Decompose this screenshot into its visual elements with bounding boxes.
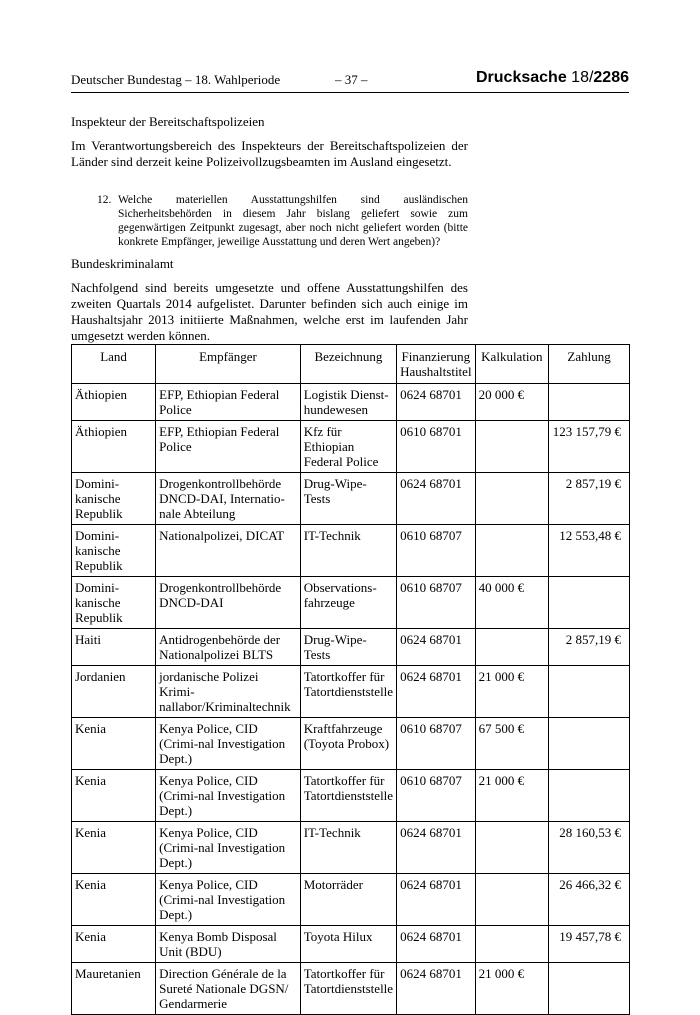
cell-zahlung: 19 457,78 € <box>549 926 630 963</box>
cell-empfaenger: Drogenkontrollbehörde DNCD-DAI, Internatio-nale Abteilung <box>156 473 301 525</box>
doc-number-bold: 2286 <box>593 69 629 86</box>
parliament-label: Deutscher Bundestag – 18. Wahlperiode <box>71 72 281 87</box>
cell-land: Jordanien <box>72 666 156 718</box>
cell-titel: 0610 68701 <box>397 421 476 473</box>
table-header-row <box>72 345 630 384</box>
table-row <box>72 666 630 718</box>
question-number: 12. <box>97 194 112 206</box>
cell-land: Domini-kanische Republik <box>72 525 156 577</box>
section2-heading: Bundeskriminalamt <box>71 256 174 271</box>
document-number <box>476 69 629 87</box>
section2-body: Nachfolgend sind bereits umgesetzte und offene Ausstattungshilfen des zweiten Quartals 2014 aufgelistet. Darunter befinden sich auch einige im Haushaltsjahr 2013 initiierte Maßnahmen, welche erst im laufenden Jahr umgesetzt werden können. <box>71 280 468 343</box>
cell-kalkulation <box>475 421 549 473</box>
cell-bezeichnung: Drug-Wipe-Tests <box>300 473 396 525</box>
cell-empfaenger: EFP, Ethiopian Federal Police <box>156 384 301 421</box>
cell-zahlung: 2 857,19 € <box>549 473 630 525</box>
cell-kalkulation <box>475 822 549 874</box>
table-row <box>72 874 630 926</box>
cell-bezeichnung: Kfz für Ethiopian Federal Police <box>300 421 396 473</box>
question <box>97 193 468 249</box>
cell-land: Mauretanien <box>72 963 156 1015</box>
col-header-bezeichnung: Bezeichnung <box>300 345 396 384</box>
doc-number-plain: 18/ <box>566 69 594 86</box>
section1-heading: Inspekteur der Bereitschaftspolizeien <box>71 114 265 129</box>
cell-zahlung: 12 553,48 € <box>549 525 630 577</box>
cell-bezeichnung: Tatortkoffer für Tatortdienststelle <box>300 666 396 718</box>
table-row <box>72 963 630 1015</box>
section1-body: Im Verantwortungsbereich des Inspekteurs der Bereitschaftspolizeien der Länder sind derzeit keine Polizeivollzugsbeamten im Ausland eingesetzt. <box>71 138 468 169</box>
cell-kalkulation: 21 000 € <box>475 770 549 822</box>
cell-kalkulation: 67 500 € <box>475 718 549 770</box>
cell-zahlung <box>549 577 630 629</box>
cell-empfaenger: Kenya Police, CID (Crimi-nal Investigation Dept.) <box>156 822 301 874</box>
cell-land: Kenia <box>72 822 156 874</box>
cell-titel: 0624 68701 <box>397 629 476 666</box>
cell-land: Domini-kanische Republik <box>72 577 156 629</box>
cell-empfaenger: jordanische Polizei Krimi-nallabor/Kriminaltechnik <box>156 666 301 718</box>
cell-zahlung: 26 466,32 € <box>549 874 630 926</box>
cell-empfaenger: Kenya Police, CID (Crimi-nal Investigation Dept.) <box>156 874 301 926</box>
cell-kalkulation <box>475 525 549 577</box>
table-row <box>72 822 630 874</box>
table-row <box>72 473 630 525</box>
table-row <box>72 926 630 963</box>
page-number: – 37 – <box>335 72 368 87</box>
table-row <box>72 577 630 629</box>
cell-bezeichnung: Tatortkoffer für Tatortdienststelle <box>300 963 396 1015</box>
cell-titel: 0624 68701 <box>397 822 476 874</box>
col-header-empfaenger: Empfänger <box>156 345 301 384</box>
cell-titel: 0624 68701 <box>397 666 476 718</box>
cell-land: Kenia <box>72 770 156 822</box>
table-row <box>72 421 630 473</box>
col-header-land: Land <box>72 345 156 384</box>
cell-titel: 0624 68701 <box>397 473 476 525</box>
cell-kalkulation: 20 000 € <box>475 384 549 421</box>
cell-bezeichnung: Kraftfahrzeuge (Toyota Probox) <box>300 718 396 770</box>
cell-empfaenger: Kenya Police, CID (Crimi-nal Investigation Dept.) <box>156 718 301 770</box>
table-row <box>72 384 630 421</box>
cell-empfaenger: Kenya Bomb Disposal Unit (BDU) <box>156 926 301 963</box>
cell-bezeichnung: IT-Technik <box>300 822 396 874</box>
cell-land: Haiti <box>72 629 156 666</box>
cell-zahlung <box>549 770 630 822</box>
cell-zahlung <box>549 384 630 421</box>
cell-kalkulation: 40 000 € <box>475 577 549 629</box>
cell-titel: 0610 68707 <box>397 718 476 770</box>
cell-bezeichnung: Tatortkoffer für Tatortdienststelle <box>300 770 396 822</box>
table-row <box>72 629 630 666</box>
page-header <box>71 70 629 93</box>
cell-zahlung: 2 857,19 € <box>549 629 630 666</box>
cell-land: Äthiopien <box>72 421 156 473</box>
cell-empfaenger: Direction Générale de la Sureté Nationale DGSN/ Gendarmerie <box>156 963 301 1015</box>
cell-empfaenger: Antidrogenbehörde der Nationalpolizei BLTS <box>156 629 301 666</box>
cell-land: Kenia <box>72 718 156 770</box>
cell-zahlung <box>549 666 630 718</box>
cell-kalkulation <box>475 473 549 525</box>
cell-land: Äthiopien <box>72 384 156 421</box>
cell-bezeichnung: Observations-fahrzeuge <box>300 577 396 629</box>
cell-kalkulation: 21 000 € <box>475 963 549 1015</box>
cell-bezeichnung: Drug-Wipe-Tests <box>300 629 396 666</box>
cell-kalkulation: 21 000 € <box>475 666 549 718</box>
table-row <box>72 525 630 577</box>
cell-titel: 0624 68701 <box>397 926 476 963</box>
cell-kalkulation <box>475 629 549 666</box>
table-row <box>72 770 630 822</box>
cell-kalkulation <box>475 926 549 963</box>
col-header-zahlung: Zahlung <box>549 345 630 384</box>
cell-titel: 0610 68707 <box>397 525 476 577</box>
cell-land: Domini-kanische Republik <box>72 473 156 525</box>
col-header-kalkulation: Kalkulation <box>475 345 549 384</box>
cell-titel: 0624 68701 <box>397 384 476 421</box>
table-row <box>72 718 630 770</box>
cell-bezeichnung: Toyota Hilux <box>300 926 396 963</box>
col-header-finanzierung: Finanzierung Haushaltstitel <box>397 345 476 384</box>
cell-zahlung <box>549 718 630 770</box>
cell-kalkulation <box>475 874 549 926</box>
cell-land: Kenia <box>72 926 156 963</box>
cell-titel: 0624 68701 <box>397 874 476 926</box>
cell-empfaenger: EFP, Ethiopian Federal Police <box>156 421 301 473</box>
cell-land: Kenia <box>72 874 156 926</box>
cell-zahlung: 28 160,53 € <box>549 822 630 874</box>
cell-titel: 0610 68707 <box>397 577 476 629</box>
cell-zahlung <box>549 963 630 1015</box>
cell-empfaenger: Kenya Police, CID (Crimi-nal Investigation Dept.) <box>156 770 301 822</box>
question-text: Welche materiellen Ausstattungshilfen sind ausländischen Sicherheitsbehörden in diesem Jahr bislang geliefert sowie zum gegenwärtigen Zeitpunkt zugesagt, aber noch nicht geliefert worden (bitte konkrete Empfänger, jeweilige Ausstattung und deren Wert angeben)? <box>118 194 468 248</box>
cell-zahlung: 123 157,79 € <box>549 421 630 473</box>
cell-bezeichnung: IT-Technik <box>300 525 396 577</box>
equipment-aid-table <box>71 344 630 1015</box>
cell-titel: 0624 68701 <box>397 963 476 1015</box>
cell-bezeichnung: Logistik Dienst-hundewesen <box>300 384 396 421</box>
cell-empfaenger: Nationalpolizei, DICAT <box>156 525 301 577</box>
cell-titel: 0610 68707 <box>397 770 476 822</box>
cell-empfaenger: Drogenkontrollbehörde DNCD-DAI <box>156 577 301 629</box>
cell-bezeichnung: Motorräder <box>300 874 396 926</box>
doc-label: Drucksache <box>476 69 567 86</box>
